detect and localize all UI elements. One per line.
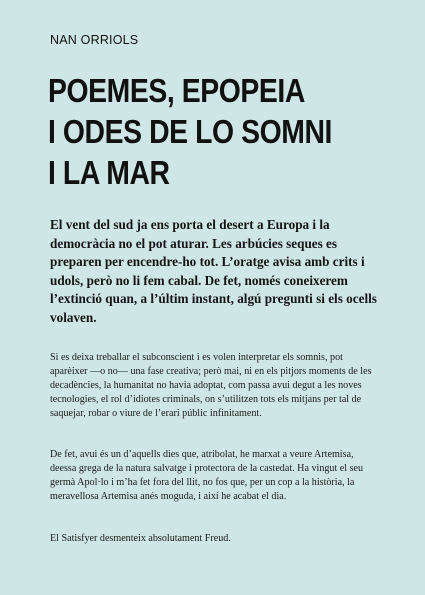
book-title [48, 70, 340, 193]
body-paragraph-1: Si es deixa treballar el subconscient i es volen interpretar els somnis, pot aparèixer —o no— una fase creativa; però mai, ni en els pitjors moments de les decadències, la humanitat no havia adoptat, com passa avui degut a les noves tecnologies, el rol d’idiotes criminals, on s’utilitzen tots els mitjans per tal de saquejar, robar o viure de l’erari públic infinitament. [50, 352, 372, 419]
body-paragraph-3: El Satisfyer desmenteix absolutament Freud. [50, 533, 231, 544]
lead-paragraph: El vent del sud ja ens porta el desert a Europa i la democràcia no el pot aturar. Les arbúcies seques es preparen per encendre-ho tot. L’oratge avisa amb crits i udols, però no li fem cabal. De fet, només coneixerem l’extinció quan, a l’últim instant, algú pregunti si els ocells volaven. [50, 217, 377, 325]
title-line-1: POEMES, EPOPEIA [48, 72, 305, 109]
title-line-3: I LA MAR [48, 154, 170, 191]
title-line-2: I ODES DE LO SOMNI [48, 113, 332, 150]
body-paragraph-2: De fet, avui és un d’aquells dies que, atribolat, he marxat a veure Artemisa, deessa grega de la natura salvatge i protectora de la castedat. Ha vingut el seu germà Apol·lo i m’ha fet fora del llit, no fos que, per un cop a la història, la meravellosa Artemisa anés moguda, i així he acabat el dia. [50, 449, 364, 502]
author-name: NAN ORRIOLS [50, 33, 139, 47]
